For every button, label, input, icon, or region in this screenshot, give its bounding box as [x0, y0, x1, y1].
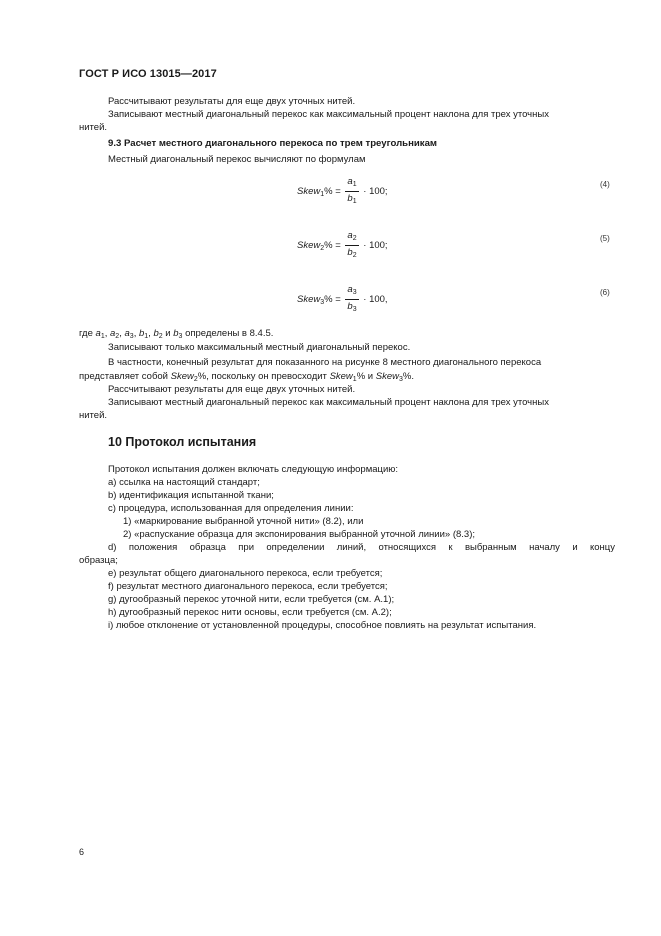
protocol-item-e: e) результат общего диагонального перекоса, если требуется;: [108, 568, 383, 579]
paragraph-only-max: Записывают только максимальный местный диагональный перекос.: [108, 342, 411, 353]
paragraph-particular-line1: В частности, конечный результат для показанного на рисунке 8 местного диагонального перекоса: [108, 357, 542, 368]
fraction: $\frac{a_2}{b_2}$: [347, 230, 357, 259]
protocol-intro: Протокол испытания должен включать следующую информацию:: [108, 464, 399, 475]
equation-number-6: (6): [600, 288, 610, 297]
paragraph-particular-line2: представляет собой Skew$_2$%, поскольку он превосходит Skew$_1$% и Skew$_3$%.: [79, 371, 414, 383]
where-definitions: где $a_1$, $a_2$, $a_3$, $b_1$, $b_2$ и $b_3$ определены в 8.4.5.: [79, 328, 274, 340]
paragraph-record-line1: Записывают местный диагональный перекос как максимальный процент наклона для трех уточных: [108, 109, 549, 120]
protocol-item-d-line2: образца;: [79, 555, 118, 566]
protocol-item-a: a) ссылка на настоящий стандарт;: [108, 477, 260, 488]
protocol-item-i: i) любое отклонение от установленной процедуры, способное повлиять на результат испытания.: [108, 620, 537, 631]
formula-4: Skew$_1$% = $\frac{a_1}{b_1}$ · 100;: [297, 176, 388, 205]
paragraph-record-2-line2: нитей.: [79, 410, 108, 421]
paragraph-record-2-line1: Записывают местный диагональный перекос как максимальный процент наклона для трех уточных: [108, 397, 549, 408]
section-9-3-heading: 9.3 Расчет местного диагонального перекоса по трем треугольникам: [108, 138, 438, 149]
protocol-item-f: f) результат местного диагонального перекоса, если требуется;: [108, 581, 388, 592]
formula-5: Skew$_2$% = $\frac{a_2}{b_2}$ · 100;: [297, 230, 388, 259]
paragraph-record-line2: нитей.: [79, 122, 108, 133]
paragraph-calc-results: Рассчитывают результаты для еще двух уточных нитей.: [108, 96, 356, 107]
paragraph-calc-results-2: Рассчитывают результаты для еще двух уточных нитей.: [108, 384, 356, 395]
protocol-item-c2: 2) «распускание образца для экспонирования выбранной уточной линии» (8.3);: [123, 529, 475, 540]
protocol-item-b: b) идентификация испытанной ткани;: [108, 490, 274, 501]
fraction: $\frac{a_1}{b_1}$: [347, 176, 357, 205]
formula-6: Skew$_3$% = $\frac{a_3}{b_3}$ · 100,: [297, 284, 388, 313]
section-10-heading: 10 Протокол испытания: [108, 435, 257, 449]
page-number: 6: [79, 847, 85, 857]
protocol-item-g: g) дугообразный перекос уточной нити, если требуется (см. А.1);: [108, 594, 395, 605]
fraction: $\frac{a_3}{b_3}$: [347, 284, 357, 313]
protocol-item-c1: 1) «маркирование выбранной уточной нити» (8.2), или: [123, 516, 364, 527]
document-header: ГОСТ Р ИСО 13015—2017: [79, 68, 217, 80]
protocol-item-c: c) процедура, использованная для определения линии:: [108, 503, 354, 514]
protocol-item-d-line1: d) положения образца при определении линий, относящихся к выбранным началу и концу: [108, 542, 615, 553]
equation-number-4: (4): [600, 180, 610, 189]
protocol-item-h: h) дугообразный перекос нити основы, если требуется (см. А.2);: [108, 607, 392, 618]
equation-number-5: (5): [600, 234, 610, 243]
section-9-3-intro: Местный диагональный перекос вычисляют по формулам: [108, 154, 366, 165]
